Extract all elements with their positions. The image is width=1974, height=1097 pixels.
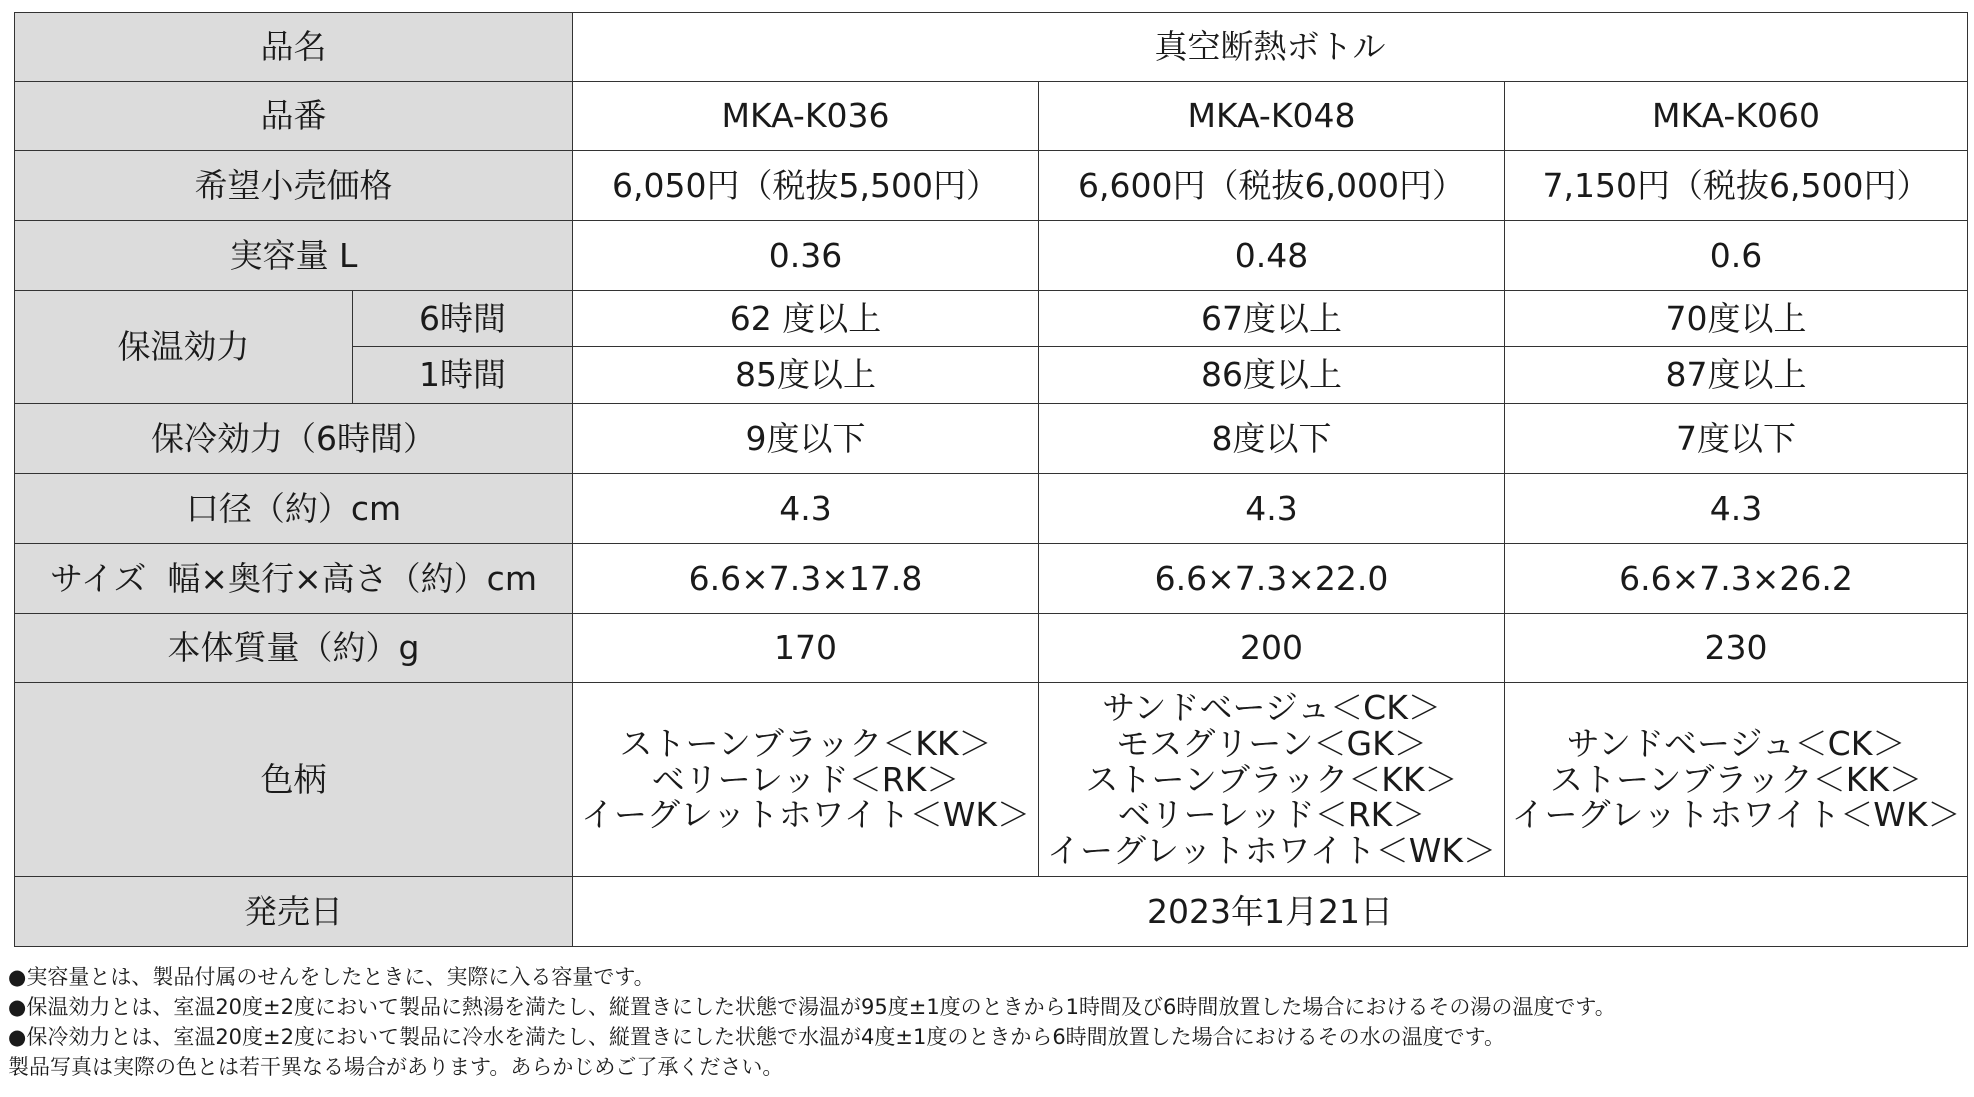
color-option: イーグレットホワイト＜WK＞ [581, 795, 1030, 835]
row-capacity [15, 221, 1968, 291]
heat-retention-1h-cell: 87度以上 [1505, 347, 1968, 404]
mouth-diameter-cell: 4.3 [1039, 474, 1505, 544]
heat-retention-6h-cell: 62 度以上 [573, 291, 1039, 347]
row-release-date [15, 877, 1968, 947]
row-product-name [15, 13, 1968, 82]
price-cell: 7,150円（税抜6,500円） [1505, 151, 1968, 221]
heat-retention-1h-label: 1時間 [353, 347, 573, 404]
weight-label: 本体質量（約）g [15, 614, 573, 683]
color-option: サンドベージュ＜CK＞ [1102, 688, 1441, 728]
price-cell: 6,600円（税抜6,000円） [1039, 151, 1505, 221]
weight-cell: 170 [573, 614, 1039, 683]
footnote: 製品写真は実際の色とは若干異なる場合があります。あらかじめご了承ください。 [8, 1055, 784, 1079]
color-option: ベリーレッド＜RK＞ [1117, 795, 1426, 835]
model-number-label: 品番 [15, 82, 573, 151]
row-price [15, 151, 1968, 221]
cold-retention-label: 保冷効力（6時間） [15, 404, 573, 474]
weight-cell: 230 [1505, 614, 1968, 683]
color-option: モスグリーン＜GK＞ [1116, 724, 1427, 764]
heat-retention-1h-cell: 86度以上 [1039, 347, 1505, 404]
footnote: ●保冷効力とは、室温20度±2度において製品に冷水を満たし、縦置きにした状態で水温が4度±1度のときから6時間放置した場合におけるその水の温度です。 [8, 1025, 1505, 1049]
cold-retention-cell: 8度以下 [1039, 404, 1505, 474]
mouth-diameter-cell: 4.3 [573, 474, 1039, 544]
row-model-number [15, 82, 1968, 151]
row-heat-retention-6h [15, 291, 1968, 347]
heat-retention-6h-label: 6時間 [353, 291, 573, 347]
mouth-diameter-label: 口径（約）cm [15, 474, 573, 544]
colors-cell [1505, 683, 1968, 877]
color-option: ストーンブラック＜KK＞ [1550, 759, 1922, 799]
footnotes [8, 962, 1958, 1082]
color-option: ストーンブラック＜KK＞ [1085, 759, 1458, 799]
release-date-value: 2023年1月21日 [573, 877, 1968, 947]
capacity-cell: 0.36 [573, 221, 1039, 291]
footnote: ●実容量とは、製品付属のせんをしたときに、実際に入る容量です。 [8, 965, 655, 989]
model-number-cell: MKA-K060 [1505, 82, 1968, 151]
size-cell: 6.6×7.3×26.2 [1505, 544, 1968, 614]
color-option: イーグレットホワイト＜WK＞ [1047, 830, 1496, 870]
capacity-cell: 0.6 [1505, 221, 1968, 291]
capacity-cell: 0.48 [1039, 221, 1505, 291]
model-number-cell: MKA-K048 [1039, 82, 1505, 151]
size-cell: 6.6×7.3×22.0 [1039, 544, 1505, 614]
mouth-diameter-cell: 4.3 [1505, 474, 1968, 544]
heat-retention-1h-cell: 85度以上 [573, 347, 1039, 404]
color-option: ベリーレッド＜RK＞ [651, 759, 960, 799]
colors-cell [1039, 683, 1505, 877]
colors-label: 色柄 [15, 683, 573, 877]
row-cold-retention [15, 404, 1968, 474]
cold-retention-cell: 7度以下 [1505, 404, 1968, 474]
product-name-value: 真空断熱ボトル [573, 13, 1968, 82]
row-mouth-diameter [15, 474, 1968, 544]
size-cell: 6.6×7.3×17.8 [573, 544, 1039, 614]
color-option: サンドベージュ＜CK＞ [1566, 724, 1906, 764]
heat-retention-label: 保温効力 [15, 291, 353, 404]
row-weight [15, 614, 1968, 683]
color-option: イーグレットホワイト＜WK＞ [1511, 795, 1961, 835]
price-cell: 6,050円（税抜5,500円） [573, 151, 1039, 221]
footnote: ●保温効力とは、室温20度±2度において製品に熱湯を満たし、縦置きにした状態で湯温が95度±1度のときから1時間及び6時間放置した場合におけるその湯の温度です。 [8, 995, 1616, 1019]
heat-retention-6h-cell: 70度以上 [1505, 291, 1968, 347]
color-option: ストーンブラック＜KK＞ [619, 724, 992, 764]
product-name-label: 品名 [15, 13, 573, 82]
row-colors [15, 683, 1968, 877]
weight-cell: 200 [1039, 614, 1505, 683]
heat-retention-6h-cell: 67度以上 [1039, 291, 1505, 347]
row-size [15, 544, 1968, 614]
capacity-label: 実容量 L [15, 221, 573, 291]
model-number-cell: MKA-K036 [573, 82, 1039, 151]
spec-table [14, 12, 1968, 947]
release-date-label: 発売日 [15, 877, 573, 947]
cold-retention-cell: 9度以下 [573, 404, 1039, 474]
size-label: サイズ 幅×奥行×高さ（約）cm [15, 544, 573, 614]
price-label: 希望小売価格 [15, 151, 573, 221]
colors-cell [573, 683, 1039, 877]
